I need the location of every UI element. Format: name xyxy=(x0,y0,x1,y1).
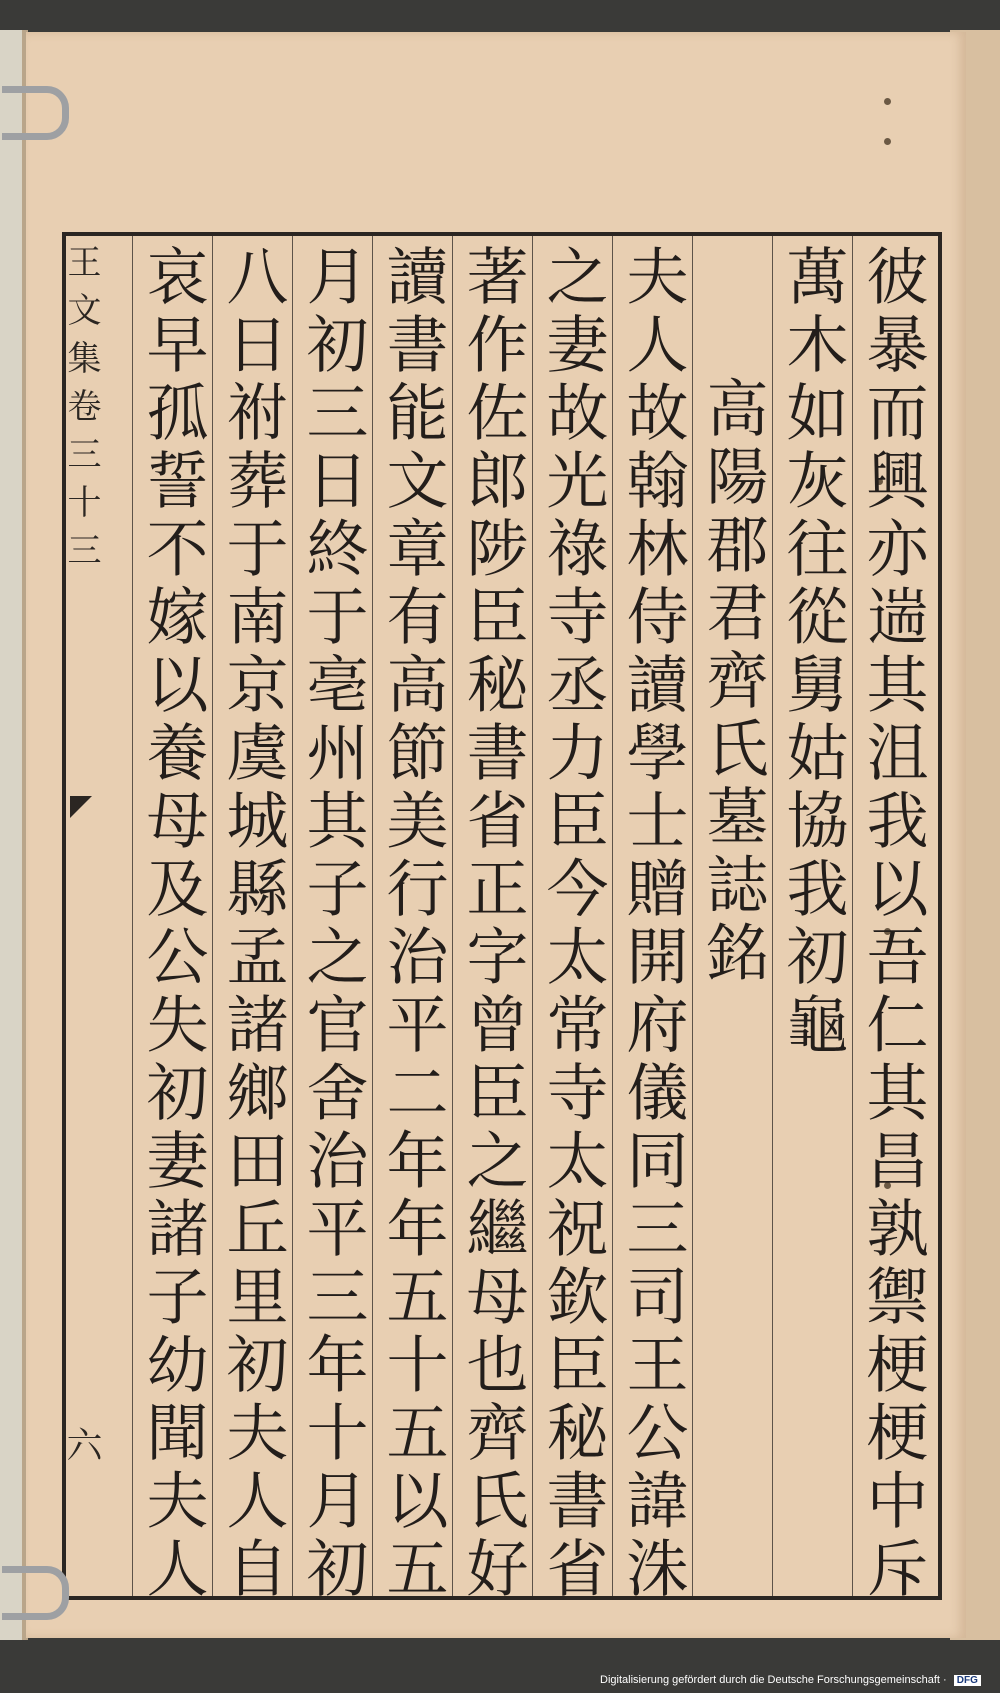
text-column: 夫人故翰林侍讀學士贈開府儀同三司王公諱洙 xyxy=(616,244,689,1604)
binding-hole xyxy=(884,98,891,105)
text-column: 彼暴而興亦遄其沮我以吾仁其昌孰禦梗梗中斥 xyxy=(856,244,929,1604)
text-column: 月初三日終于亳州其子之官舍治平三年十月初 xyxy=(296,244,369,1604)
text-column: 之妻故光祿寺丞力臣今太常寺太祝欽臣秘書省 xyxy=(536,244,609,1604)
dfg-logo: DFG xyxy=(954,1675,981,1686)
column-rule xyxy=(532,236,533,1596)
column-rule xyxy=(612,236,613,1596)
column-rule xyxy=(212,236,213,1596)
text-column: 萬木如灰往從舅姑協我初龜 xyxy=(776,244,849,1060)
margin-title: 王文集卷三十三 xyxy=(61,244,101,580)
paper-clip-icon xyxy=(2,86,69,140)
binding-strip xyxy=(0,30,24,1640)
column-rule xyxy=(772,236,773,1596)
book-page xyxy=(26,32,966,1638)
paper-clip-icon xyxy=(2,1566,69,1620)
column-rule xyxy=(692,236,693,1596)
footer-text: Digitalisierung gefördert durch die Deutsche Forschungsgemeinschaft · xyxy=(600,1674,947,1686)
column-rule xyxy=(132,236,133,1596)
column-rule xyxy=(372,236,373,1596)
margin-page-number: 六 xyxy=(61,1426,102,1462)
print-frame xyxy=(61,232,942,1604)
text-column: 八日祔葬于南京虞城縣孟諸鄉田丘里初夫人自 xyxy=(216,244,289,1604)
column-rule xyxy=(452,236,453,1596)
text-column: 讀書能文章有高節美行治平二年年五十五以五 xyxy=(376,244,449,1604)
footer-credit xyxy=(600,1674,981,1686)
text-column: 高陽郡君齊氏墓誌銘 xyxy=(696,376,769,988)
binding-hole xyxy=(884,138,891,145)
column-rule xyxy=(852,236,853,1596)
text-column: 著作佐郎陟臣秘書省正字曾臣之繼母也齊氏好 xyxy=(456,244,529,1604)
text-column: 哀早孤誓不嫁以養母及公失初妻諸子幼聞夫人 xyxy=(136,244,209,1604)
column-rule xyxy=(292,236,293,1596)
fishtail-mark xyxy=(70,796,92,818)
